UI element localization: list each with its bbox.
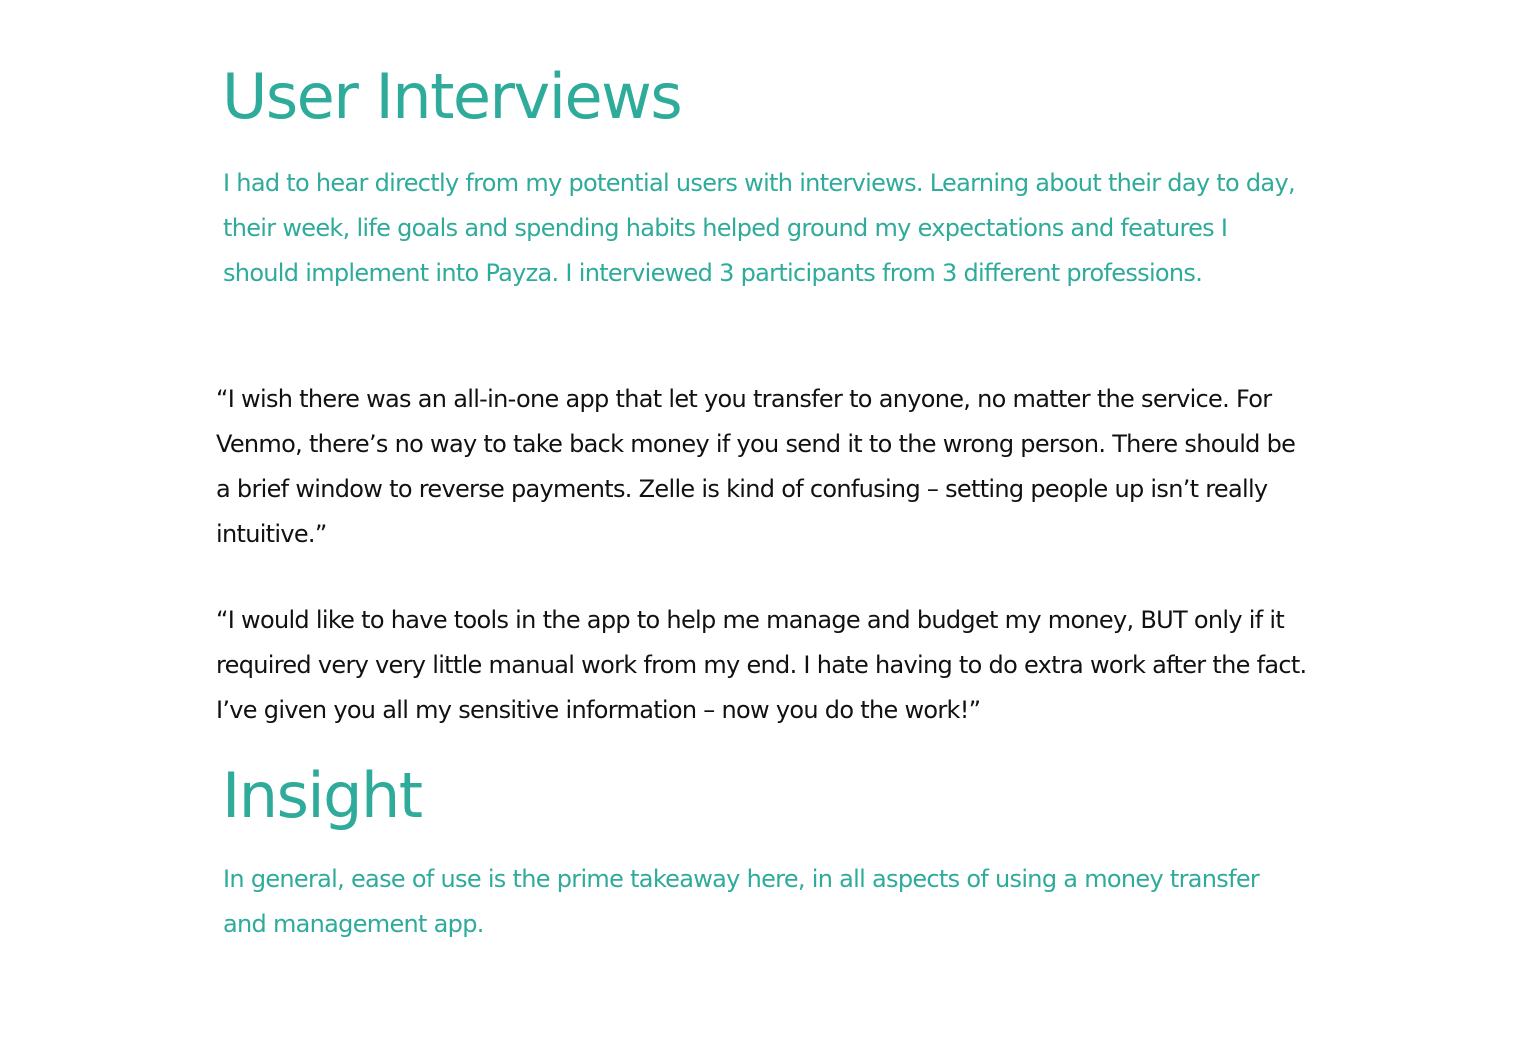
user-interviews-heading: User Interviews bbox=[222, 60, 682, 133]
interviews-intro-paragraph: I had to hear directly from my potential users with interviews. Learning about their day to day, their week, life goals and spending habits helped ground my expectations and features I should implement into Payza. I interviewed 3 participants from 3 different professions. bbox=[223, 169, 1295, 287]
user-quote-2: “I would like to have tools in the app to help me manage and budget my money, BUT only if it required very very little manual work from my end. I hate having to do extra work after the fact. I’ve given you all my sensitive information – now you do the work!” bbox=[216, 606, 1307, 724]
insight-paragraph: In general, ease of use is the prime takeaway here, in all aspects of using a money transfer and management app. bbox=[223, 865, 1260, 938]
user-quote-1: “I wish there was an all-in-one app that let you transfer to anyone, no matter the service. For Venmo, there’s no way to take back money if you send it to the wrong person. There should be a brief window to reverse payments. Zelle is kind of confusing – setting people up isn’t really intuitive.” bbox=[216, 385, 1296, 548]
insight-heading: Insight bbox=[222, 759, 422, 832]
